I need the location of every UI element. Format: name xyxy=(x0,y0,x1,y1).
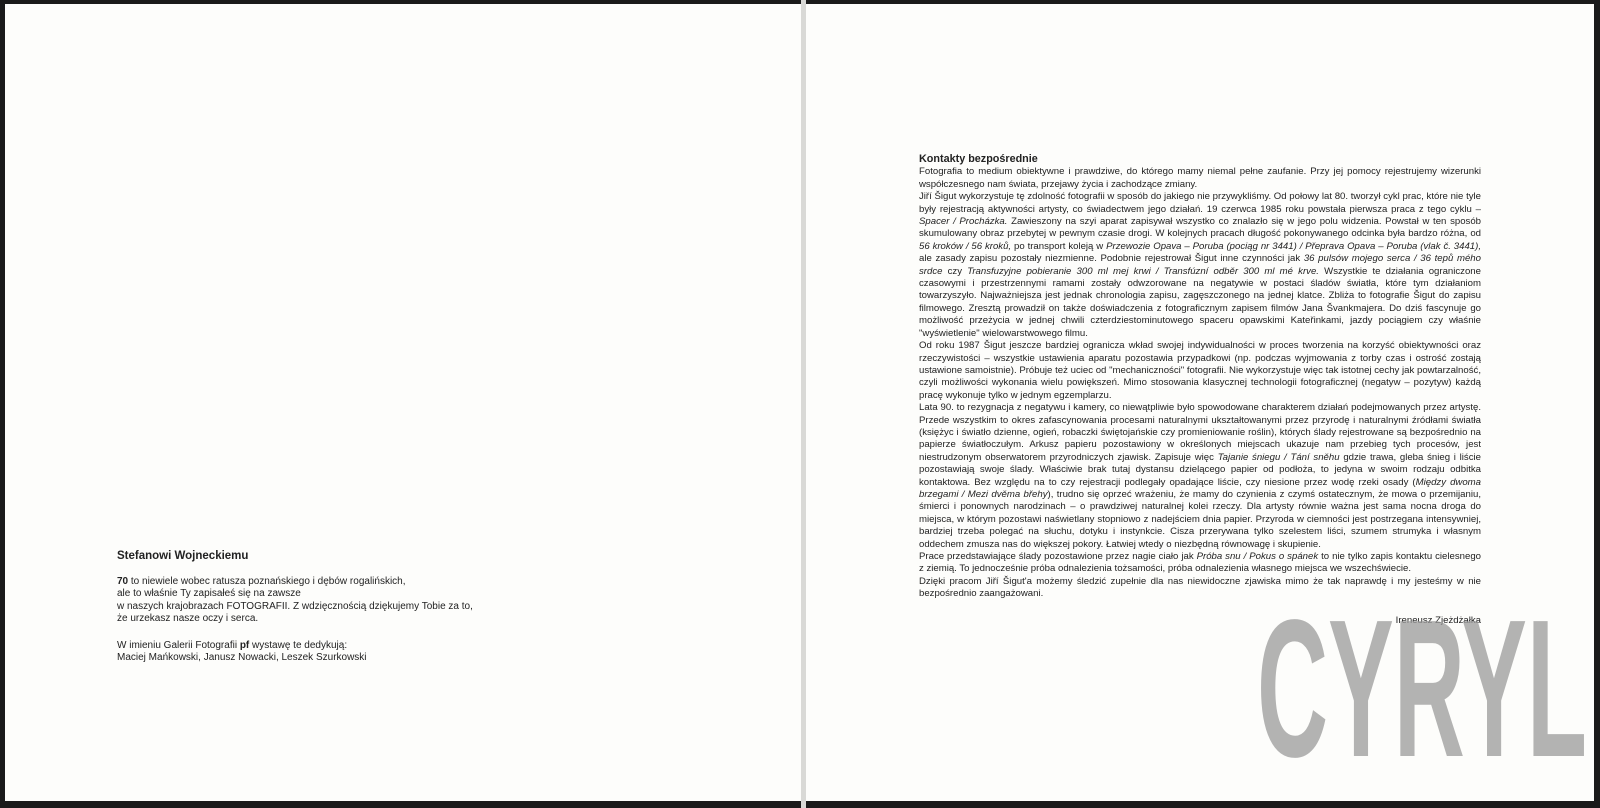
article-body xyxy=(919,166,1481,600)
dedication-title: Stefanowi Wojneckiemu xyxy=(117,550,249,562)
article-paragraph xyxy=(919,191,1481,340)
work-title: Przewozie Opava – Poruba (pociąg nr 3441) / Přeprava Opava – Poruba (vlak č. 3441), xyxy=(1106,240,1481,252)
signature-intro-post: wystawę te dedykują: xyxy=(249,639,348,651)
gallery-name: pf xyxy=(239,639,250,651)
article-text: czy xyxy=(942,265,968,277)
article-text: gdzie trawa, gleba śnieg i liście pozostawiają swoje ślady. Właściwie brak tutaj dystansu dzielącego papier od podłoża, to jedyna w swoim rodzaju odbitka kontaktowa. Bez względu na to czy rejestracji podlegały opadające liście, czy niesione przez wodę rzeki osady ( xyxy=(919,451,1481,488)
watermark-text: CYRYL xyxy=(1257,608,1587,768)
article-text: Lata 90. to rezygnacja z negatywu i kamery, co niewątpliwie było spowodowane charakterem działań podejmowanych przez artystę. Przede wszystkim to okres zafascynowania procesami naturalnymi ukształtowanymi przez przyrodę i naturalnymi źródłami światła (księżyc i światło dzienne, ogień, robaczki świętojańskie czy promieniowanie roślin), których ślady rejestrowane są bezpośrednio na papierze światłoczułym. Arkusz papieru pozostawiony w określonych miejscach ukazuje nam przebieg tych procesów, jest niestrudzonym obserwatorem przyrodniczych zjawisk. Zapisuje więc xyxy=(919,402,1481,463)
work-title: 36 pulsów mojego serca / 36 tepů mého srdce xyxy=(919,253,1481,277)
work-title: 56 kroków / 56 kroků, xyxy=(919,240,1012,252)
signature-intro xyxy=(117,640,557,653)
work-title: Transfuzyjne pobieranie 300 ml mej krwi / Transfúzní odběr 300 ml mé krve. xyxy=(967,265,1319,277)
dedication-lines xyxy=(117,576,557,626)
work-title: Tajanie śniegu / Tání sněhu xyxy=(1217,451,1340,463)
cyryl-watermark-logo xyxy=(1252,608,1592,768)
article-paragraph xyxy=(919,551,1481,576)
dedication-line-text: ale to właśnie Ty zapisałeś się na zawsze xyxy=(117,588,301,599)
article-paragraph xyxy=(919,340,1481,402)
signature-intro-pre: W imieniu Galerii Fotografii xyxy=(117,639,240,651)
dedication-line xyxy=(117,613,557,626)
article-text: to nie tylko zapis kontaktu cielesnego z ziemią. To jednocześnie próba odnalezienia tożsamości, próba odnalezienia własnego miejsca we wszechświecie. xyxy=(919,551,1482,575)
work-title: Próba snu / Pokus o spánek xyxy=(1196,551,1319,562)
dedication-line-text: w naszych krajobrazach FOTOGRAFII. Z wdzięcznością dziękujemy Tobie za to, xyxy=(117,600,473,612)
article-text: po transport koleją w xyxy=(1011,240,1107,252)
signature-names: Maciej Mańkowski, Janusz Nowacki, Leszek Szurkowski xyxy=(117,652,367,663)
dedication-signature xyxy=(117,640,557,665)
article-text: Wszystkie te działania ograniczone czasowymi i przestrzennymi ramami zostały odwzorowane na negatywie w postaci śladów światła, które tym działaniom towarzyszyło. Najważniejsza jest jednak chronologia zapisu, zagęszczonego na jednej klatce. Zbliża to fotografie Šigut do zapisu filmowego. Zresztą prowadził on także doświadczenia z fotograficznym zapisem filmów Jana Švankmajera. Do dziś fascynuje go możliwość przeżycia w jednej chwili czterdziestominutowego spaceru opawskimi Kateřinkami, jazdy pociągiem czy właśnie "wyświetlenie" wielowarstwowego filmu. xyxy=(919,265,1481,339)
article-paragraph xyxy=(919,402,1481,551)
dedication-line-text: że urzekasz nasze oczy i serca. xyxy=(117,613,259,624)
article-text: Dzięki pracom Jiří Šigut'a możemy śledzić zupełnie dla nas niewidoczne zjawiska mimo że tak naprawdę i my jesteśmy w nie bezpośrednio zaangażowani. xyxy=(919,575,1481,600)
article-text: Fotografia to medium obiektywne i prawdziwe, do którego mamy niemal pełne zaufanie. Przy jej pomocy rejestrujemy wizerunki współczesnego nam świata, przejawy życia i zachodzące zmiany. xyxy=(919,166,1481,190)
article xyxy=(919,153,1481,627)
article-text: Prace przedstawiające ślady pozostawione przez nagie ciało jak xyxy=(919,551,1197,562)
work-title: Spacer / Procházka. xyxy=(919,216,1008,228)
dedication-block xyxy=(117,550,557,665)
watermark-svg xyxy=(1252,608,1592,768)
dedication-line xyxy=(117,601,557,614)
dedication-line xyxy=(117,588,557,601)
article-text: Jiří Šigut wykorzystuje tę zdolność fotografii w sposób do jakiego nie przywykliśmy. Od połowy lat 80. tworzył cykl prac, które nie tyle były rejestracją aktywności artysty, co świadectwem jego działań. 19 czerwca 1985 roku powstała pierwsza praca z tego cyklu – xyxy=(919,191,1481,215)
article-text: ), trudno się oprzeć wrażeniu, że mamy do czynienia z czymś ostatecznym, że mowa o przemijaniu, śmierci i ponownych narodzinach – o prawdziwej naturalnej kolei rzeczy. Dla artysty równie ważna jest sama nocna droga do miejsca, w którym pozostawi naświetlany stopniowo z nadejściem dnia papier. Przyroda w ciemności jest postrzegana intensywniej, bardziej trzeba polegać na słuchu, dotyku i instynkcie. Cisza przerywana tylko szelestem liści, szumem strumyka i własnym oddechem zmusza nas do większej pokory. Łatwiej wtedy o niezbędną równowagę i skupienie. xyxy=(919,488,1481,550)
dedication-line-bold: 70 xyxy=(117,575,129,587)
article-title: Kontakty bezpośrednie xyxy=(919,153,1038,165)
article-text: ale zasady zapisu pozostały niezmienne. Podobnie rejestrował Šigut inne czynności jak xyxy=(919,253,1304,265)
article-text: Od roku 1987 Šigut jeszcze bardziej ogranicza wkład swojej indywidualności w proces tworzenia na korzyść obiektywności oraz rzeczywistości – wszystkie ustawienia aparatu pozostawia przypadkowi (np. podczas wyjmowania z torby czas i ostrość zostają ustawione samoistnie). Próbuje też uciec od "mechaniczności" fotografii. Nie wykorzystuje więc tak istotnej cechy jak powtarzalność, czyli możliwości wykonania wielu powiększeń. Mimo stosowania klasycznej technologii fotograficznej (negatyw – pozytyw) każdą pracę wykonuje tylko w jednym egzemplarzu. xyxy=(919,340,1481,401)
dedication-line xyxy=(117,576,557,589)
dedication-line-text: to niewiele wobec ratusza poznańskiego i dębów rogalińskich, xyxy=(128,575,406,587)
article-paragraph xyxy=(919,166,1481,191)
article-paragraph xyxy=(919,576,1481,601)
left-page xyxy=(5,4,801,801)
article-author: Ireneusz Zjeżdżałka xyxy=(1395,614,1481,626)
article-text: Zawieszony na szyi aparat zapisywał wszystko co znalazło się w jego polu widzenia. Powstał w ten sposób skumulowany obraz przebytej w pewnym czasie drogi. W kolejnych pracach długość pokonywanego odcinka była bardzo różna, od xyxy=(919,216,1481,240)
work-title: Między dwoma brzegami / Mezi dvěma břehy xyxy=(919,476,1481,500)
